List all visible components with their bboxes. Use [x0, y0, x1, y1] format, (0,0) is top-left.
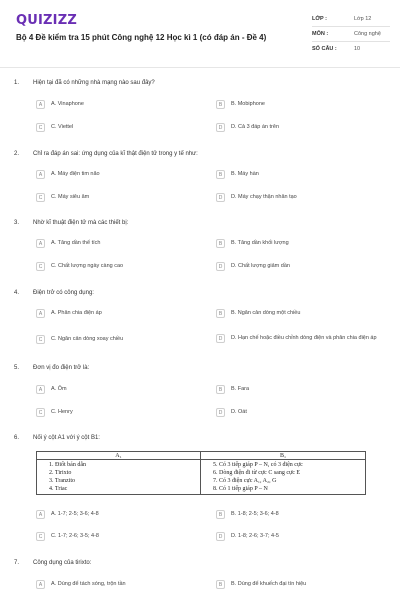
option-letter-box: A — [36, 100, 45, 109]
column-b — [201, 460, 365, 494]
option-text: D. Cả 3 đáp án trên — [231, 124, 280, 130]
option-text: C. Máy siêu âm — [51, 194, 90, 200]
question-text: Đơn vị đo điện trở là: — [33, 365, 90, 371]
question-number: 7. — [14, 560, 20, 566]
option-text: B. Máy hàn — [231, 171, 259, 177]
option-letter-box: D — [216, 193, 225, 202]
question-number: 2. — [14, 151, 20, 157]
question-text: Chỉ ra đáp án sai: ứng dụng của kĩ thật điện tử trong y tế như: — [33, 151, 198, 157]
option-text: A. Ôm — [51, 386, 67, 392]
option-text: C. Ngăn cản dòng xoay chiều — [51, 336, 124, 342]
column-a-item: 4. Triac — [49, 486, 68, 492]
quizizz-logo: QUIZIZZ — [16, 13, 77, 28]
question-text: Điện trở có công dụng: — [33, 290, 94, 296]
meta-row-subject — [312, 27, 390, 42]
option-letter-box: C — [36, 123, 45, 132]
column-b-item: 6. Dòng điện đi từ cực C sang cực E — [213, 470, 301, 476]
column-b-item: 7. Có 3 điện cực A₁, A₂, G — [213, 478, 277, 484]
option-text: B. Mobiphone — [231, 101, 265, 107]
option-letter-box: B — [216, 510, 225, 519]
meta-value: Lớp 12 — [354, 16, 372, 22]
option-letter-box: C — [36, 193, 45, 202]
meta-value: 10 — [354, 46, 361, 52]
option-text: A. Máy điện tim não — [51, 171, 100, 177]
column-a-item: 1. Điốt bán dẫn — [49, 462, 86, 468]
option-text: D. Chất lượng giảm dần — [231, 263, 290, 269]
column-b-item: 8. Có 1 tiếp giáp P – N — [213, 486, 268, 492]
option-text: D. Máy chạy thận nhân tạo — [231, 194, 297, 200]
meta-key: LỚP : — [312, 16, 327, 22]
option-letter-box: D — [216, 123, 225, 132]
option-letter-box: A — [36, 239, 45, 248]
question-number: 1. — [14, 80, 20, 86]
meta-box — [312, 12, 390, 57]
question-text: Nối ý cột A1 với ý cột B1: — [33, 435, 100, 441]
option-text: C. Chất lượng ngày càng cao — [51, 263, 124, 269]
meta-row-class — [312, 12, 390, 27]
column-a-item: 2. Tirixto — [49, 470, 72, 476]
option-letter-box: C — [36, 408, 45, 417]
option-text: B. 1-8; 2-5; 3-6; 4-8 — [231, 511, 279, 517]
meta-key: MÔN : — [312, 31, 329, 37]
option-letter-box: B — [216, 309, 225, 318]
option-text: C. Henry — [51, 409, 73, 415]
column-a — [37, 460, 201, 494]
column-b-item: 5. Có 3 tiếp giáp P – N, có 3 điện cực — [213, 462, 303, 468]
meta-key: SỐ CÂU : — [312, 46, 337, 52]
question-number: 5. — [14, 365, 20, 371]
option-letter-box: A — [36, 510, 45, 519]
option-letter-box: B — [216, 239, 225, 248]
matching-table-body — [37, 460, 365, 494]
option-letter-box: B — [216, 170, 225, 179]
option-text: A. Dùng để tách sóng, trộn tần — [51, 581, 126, 587]
question-text: Công dụng của tirixto: — [33, 560, 92, 566]
option-letter-box: A — [36, 170, 45, 179]
option-text: D. Hạn chế hoặc điều chỉnh dòng điện và phân chia điện áp — [231, 335, 377, 341]
question-text: Nhờ kĩ thuật điện tử mà các thiết bị: — [33, 220, 129, 226]
option-text: D. Oát — [231, 409, 247, 415]
option-text: A. Vinaphone — [51, 101, 84, 107]
option-letter-box: B — [216, 100, 225, 109]
column-a-item: 3. Tranzito — [49, 478, 76, 484]
option-letter-box: B — [216, 385, 225, 394]
matching-table-header — [37, 452, 365, 460]
option-text: A. Tăng dần thể tích — [51, 240, 101, 246]
option-letter-box: D — [216, 334, 225, 343]
option-text: A. Phân chia điện áp — [51, 310, 102, 316]
column-a-header: A₁ — [37, 452, 201, 459]
option-letter-box: D — [216, 408, 225, 417]
option-letter-box: D — [216, 532, 225, 541]
option-text: D. 1-8; 2-6; 3-7; 4-5 — [231, 533, 279, 539]
option-letter-box: A — [36, 580, 45, 589]
option-letter-box: A — [36, 385, 45, 394]
option-letter-box: C — [36, 335, 45, 344]
option-letter-box: C — [36, 262, 45, 271]
meta-value: Công nghệ — [354, 31, 381, 37]
question-number: 3. — [14, 220, 20, 226]
worksheet-header — [0, 0, 400, 68]
question-number: 6. — [14, 435, 20, 441]
option-letter-box: A — [36, 309, 45, 318]
meta-row-count — [312, 42, 390, 57]
option-text: C. Viettel — [51, 124, 74, 130]
option-text: B. Dùng để khuếch đại tín hiệu — [231, 581, 307, 587]
option-text: B. Ngăn cản dòng một chiều — [231, 310, 301, 316]
question-text: Hiện tại đã có những nhà mạng nào sau đây? — [33, 80, 155, 86]
option-text: C. 1-7; 2-6; 3-5; 4-8 — [51, 533, 99, 539]
worksheet-title: Bộ 4 Đề kiểm tra 15 phút Công nghệ 12 Học kì 1 (có đáp án - Đề 4) — [16, 33, 267, 42]
option-letter-box: D — [216, 262, 225, 271]
option-letter-box: B — [216, 580, 225, 589]
option-letter-box: C — [36, 532, 45, 541]
option-text: B. Tăng dần khối lượng — [231, 240, 289, 246]
matching-table — [36, 451, 366, 495]
option-text: A. 1-7; 2-5; 3-6; 4-8 — [51, 511, 99, 517]
column-b-header: B₁ — [279, 453, 287, 459]
option-text: B. Fara — [231, 386, 250, 392]
question-number: 4. — [14, 290, 20, 296]
